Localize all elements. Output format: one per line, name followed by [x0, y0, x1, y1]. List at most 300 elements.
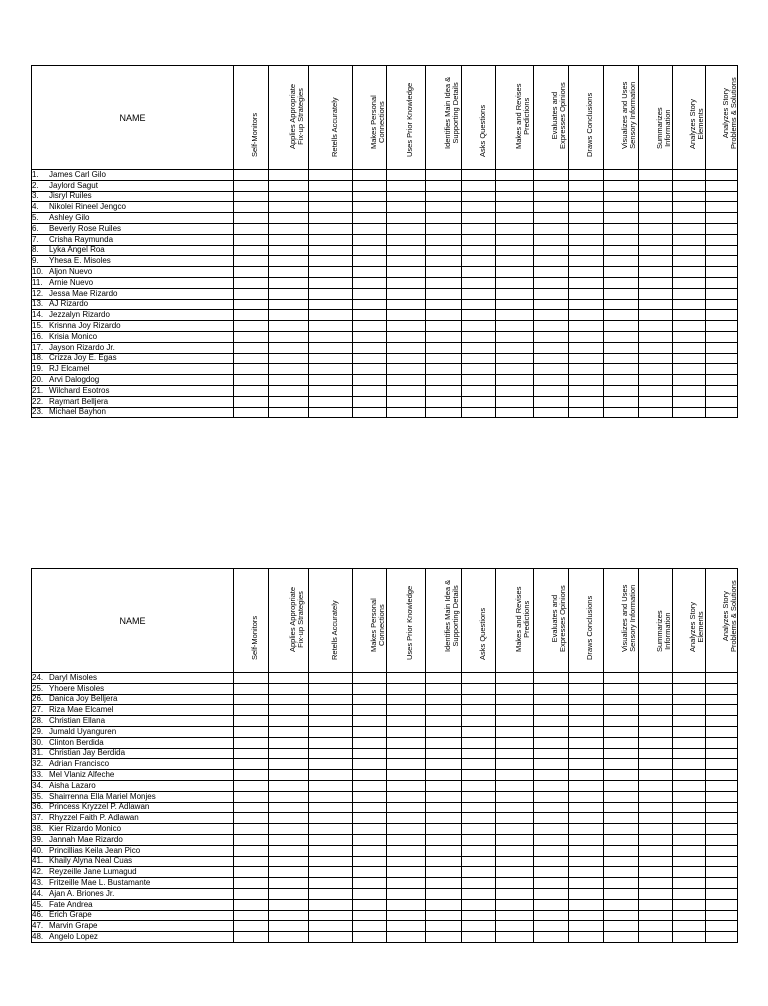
skill-check-cell[interactable]: [426, 310, 462, 321]
skill-check-cell[interactable]: [706, 364, 738, 375]
skill-check-cell[interactable]: [269, 202, 309, 213]
skill-check-cell[interactable]: [496, 921, 534, 932]
skill-check-cell[interactable]: [462, 342, 496, 353]
skill-check-cell[interactable]: [569, 277, 604, 288]
skill-check-cell[interactable]: [706, 331, 738, 342]
skill-check-cell[interactable]: [639, 921, 673, 932]
skill-check-cell[interactable]: [234, 256, 269, 267]
skill-check-cell[interactable]: [604, 813, 639, 824]
skill-check-cell[interactable]: [309, 910, 353, 921]
skill-check-cell[interactable]: [387, 407, 426, 418]
skill-check-cell[interactable]: [706, 375, 738, 386]
skill-check-cell[interactable]: [309, 310, 353, 321]
skill-check-cell[interactable]: [269, 813, 309, 824]
skill-check-cell[interactable]: [353, 202, 387, 213]
skill-check-cell[interactable]: [387, 288, 426, 299]
skill-check-cell[interactable]: [673, 353, 706, 364]
skill-check-cell[interactable]: [462, 277, 496, 288]
skill-check-cell[interactable]: [462, 256, 496, 267]
skill-check-cell[interactable]: [496, 824, 534, 835]
skill-check-cell[interactable]: [234, 845, 269, 856]
skill-check-cell[interactable]: [353, 716, 387, 727]
skill-check-cell[interactable]: [234, 856, 269, 867]
skill-check-cell[interactable]: [462, 834, 496, 845]
skill-check-cell[interactable]: [496, 737, 534, 748]
skill-check-cell[interactable]: [462, 856, 496, 867]
skill-check-cell[interactable]: [426, 331, 462, 342]
skill-check-cell[interactable]: [309, 364, 353, 375]
skill-check-cell[interactable]: [673, 321, 706, 332]
skill-check-cell[interactable]: [673, 299, 706, 310]
skill-check-cell[interactable]: [426, 878, 462, 889]
skill-check-cell[interactable]: [426, 845, 462, 856]
skill-check-cell[interactable]: [353, 673, 387, 684]
skill-check-cell[interactable]: [673, 267, 706, 278]
skill-check-cell[interactable]: [426, 737, 462, 748]
skill-check-cell[interactable]: [353, 834, 387, 845]
skill-check-cell[interactable]: [534, 277, 569, 288]
skill-check-cell[interactable]: [496, 867, 534, 878]
skill-check-cell[interactable]: [496, 683, 534, 694]
skill-check-cell[interactable]: [706, 256, 738, 267]
skill-check-cell[interactable]: [496, 716, 534, 727]
skill-check-cell[interactable]: [269, 770, 309, 781]
skill-check-cell[interactable]: [353, 705, 387, 716]
skill-check-cell[interactable]: [353, 910, 387, 921]
skill-check-cell[interactable]: [534, 267, 569, 278]
skill-check-cell[interactable]: [353, 824, 387, 835]
skill-check-cell[interactable]: [269, 716, 309, 727]
skill-check-cell[interactable]: [426, 288, 462, 299]
skill-check-cell[interactable]: [569, 385, 604, 396]
skill-check-cell[interactable]: [234, 342, 269, 353]
skill-check-cell[interactable]: [534, 288, 569, 299]
skill-check-cell[interactable]: [387, 170, 426, 181]
skill-check-cell[interactable]: [309, 856, 353, 867]
skill-check-cell[interactable]: [569, 759, 604, 770]
skill-check-cell[interactable]: [604, 726, 639, 737]
skill-check-cell[interactable]: [604, 407, 639, 418]
skill-check-cell[interactable]: [426, 267, 462, 278]
skill-check-cell[interactable]: [496, 331, 534, 342]
skill-check-cell[interactable]: [269, 385, 309, 396]
skill-check-cell[interactable]: [387, 737, 426, 748]
skill-check-cell[interactable]: [673, 899, 706, 910]
skill-check-cell[interactable]: [534, 834, 569, 845]
skill-check-cell[interactable]: [673, 824, 706, 835]
skill-check-cell[interactable]: [269, 277, 309, 288]
skill-check-cell[interactable]: [569, 824, 604, 835]
skill-check-cell[interactable]: [534, 321, 569, 332]
skill-check-cell[interactable]: [309, 726, 353, 737]
skill-check-cell[interactable]: [462, 878, 496, 889]
skill-check-cell[interactable]: [604, 267, 639, 278]
skill-check-cell[interactable]: [496, 856, 534, 867]
skill-check-cell[interactable]: [269, 364, 309, 375]
skill-check-cell[interactable]: [269, 737, 309, 748]
skill-check-cell[interactable]: [673, 396, 706, 407]
skill-check-cell[interactable]: [673, 748, 706, 759]
skill-check-cell[interactable]: [462, 364, 496, 375]
skill-check-cell[interactable]: [673, 683, 706, 694]
skill-check-cell[interactable]: [639, 191, 673, 202]
skill-check-cell[interactable]: [387, 267, 426, 278]
skill-check-cell[interactable]: [426, 673, 462, 684]
skill-check-cell[interactable]: [387, 683, 426, 694]
skill-check-cell[interactable]: [569, 791, 604, 802]
skill-check-cell[interactable]: [569, 921, 604, 932]
skill-check-cell[interactable]: [569, 202, 604, 213]
skill-check-cell[interactable]: [569, 234, 604, 245]
skill-check-cell[interactable]: [534, 726, 569, 737]
skill-check-cell[interactable]: [639, 683, 673, 694]
skill-check-cell[interactable]: [234, 802, 269, 813]
skill-check-cell[interactable]: [569, 223, 604, 234]
skill-check-cell[interactable]: [309, 375, 353, 386]
skill-check-cell[interactable]: [387, 694, 426, 705]
skill-check-cell[interactable]: [269, 899, 309, 910]
skill-check-cell[interactable]: [604, 202, 639, 213]
skill-check-cell[interactable]: [569, 910, 604, 921]
skill-check-cell[interactable]: [309, 234, 353, 245]
skill-check-cell[interactable]: [387, 780, 426, 791]
skill-check-cell[interactable]: [569, 673, 604, 684]
skill-check-cell[interactable]: [462, 694, 496, 705]
skill-check-cell[interactable]: [604, 867, 639, 878]
skill-check-cell[interactable]: [234, 673, 269, 684]
skill-check-cell[interactable]: [462, 813, 496, 824]
skill-check-cell[interactable]: [534, 748, 569, 759]
skill-check-cell[interactable]: [673, 342, 706, 353]
skill-check-cell[interactable]: [353, 234, 387, 245]
skill-check-cell[interactable]: [234, 288, 269, 299]
skill-check-cell[interactable]: [269, 694, 309, 705]
skill-check-cell[interactable]: [569, 878, 604, 889]
skill-check-cell[interactable]: [639, 694, 673, 705]
skill-check-cell[interactable]: [353, 932, 387, 943]
skill-check-cell[interactable]: [673, 375, 706, 386]
skill-check-cell[interactable]: [234, 705, 269, 716]
skill-check-cell[interactable]: [426, 683, 462, 694]
skill-check-cell[interactable]: [269, 234, 309, 245]
skill-check-cell[interactable]: [496, 726, 534, 737]
skill-check-cell[interactable]: [426, 234, 462, 245]
skill-check-cell[interactable]: [234, 770, 269, 781]
skill-check-cell[interactable]: [353, 256, 387, 267]
skill-check-cell[interactable]: [534, 385, 569, 396]
skill-check-cell[interactable]: [569, 321, 604, 332]
skill-check-cell[interactable]: [462, 802, 496, 813]
skill-check-cell[interactable]: [309, 673, 353, 684]
skill-check-cell[interactable]: [353, 407, 387, 418]
skill-check-cell[interactable]: [639, 834, 673, 845]
skill-check-cell[interactable]: [387, 223, 426, 234]
skill-check-cell[interactable]: [426, 824, 462, 835]
skill-check-cell[interactable]: [496, 202, 534, 213]
skill-check-cell[interactable]: [309, 737, 353, 748]
skill-check-cell[interactable]: [534, 845, 569, 856]
skill-check-cell[interactable]: [673, 834, 706, 845]
skill-check-cell[interactable]: [534, 331, 569, 342]
skill-check-cell[interactable]: [387, 932, 426, 943]
skill-check-cell[interactable]: [534, 813, 569, 824]
skill-check-cell[interactable]: [604, 748, 639, 759]
skill-check-cell[interactable]: [353, 726, 387, 737]
skill-check-cell[interactable]: [673, 759, 706, 770]
skill-check-cell[interactable]: [462, 921, 496, 932]
skill-check-cell[interactable]: [353, 802, 387, 813]
skill-check-cell[interactable]: [269, 256, 309, 267]
skill-check-cell[interactable]: [706, 683, 738, 694]
skill-check-cell[interactable]: [706, 824, 738, 835]
skill-check-cell[interactable]: [353, 867, 387, 878]
skill-check-cell[interactable]: [639, 932, 673, 943]
skill-check-cell[interactable]: [673, 867, 706, 878]
skill-check-cell[interactable]: [569, 310, 604, 321]
skill-check-cell[interactable]: [534, 234, 569, 245]
skill-check-cell[interactable]: [604, 716, 639, 727]
skill-check-cell[interactable]: [387, 277, 426, 288]
skill-check-cell[interactable]: [426, 299, 462, 310]
skill-check-cell[interactable]: [569, 932, 604, 943]
skill-check-cell[interactable]: [639, 737, 673, 748]
skill-check-cell[interactable]: [269, 824, 309, 835]
skill-check-cell[interactable]: [269, 299, 309, 310]
skill-check-cell[interactable]: [269, 791, 309, 802]
skill-check-cell[interactable]: [309, 245, 353, 256]
skill-check-cell[interactable]: [569, 170, 604, 181]
skill-check-cell[interactable]: [496, 802, 534, 813]
skill-check-cell[interactable]: [387, 342, 426, 353]
skill-check-cell[interactable]: [269, 191, 309, 202]
skill-check-cell[interactable]: [496, 245, 534, 256]
skill-check-cell[interactable]: [462, 331, 496, 342]
skill-check-cell[interactable]: [426, 375, 462, 386]
skill-check-cell[interactable]: [309, 780, 353, 791]
skill-check-cell[interactable]: [426, 716, 462, 727]
skill-check-cell[interactable]: [534, 213, 569, 224]
skill-check-cell[interactable]: [234, 385, 269, 396]
skill-check-cell[interactable]: [426, 364, 462, 375]
skill-check-cell[interactable]: [706, 385, 738, 396]
skill-check-cell[interactable]: [604, 277, 639, 288]
skill-check-cell[interactable]: [534, 364, 569, 375]
skill-check-cell[interactable]: [387, 770, 426, 781]
skill-check-cell[interactable]: [234, 396, 269, 407]
skill-check-cell[interactable]: [462, 180, 496, 191]
skill-check-cell[interactable]: [387, 921, 426, 932]
skill-check-cell[interactable]: [309, 716, 353, 727]
skill-check-cell[interactable]: [353, 277, 387, 288]
skill-check-cell[interactable]: [569, 770, 604, 781]
skill-check-cell[interactable]: [234, 726, 269, 737]
skill-check-cell[interactable]: [604, 791, 639, 802]
skill-check-cell[interactable]: [604, 845, 639, 856]
skill-check-cell[interactable]: [462, 726, 496, 737]
skill-check-cell[interactable]: [269, 759, 309, 770]
skill-check-cell[interactable]: [234, 888, 269, 899]
skill-check-cell[interactable]: [534, 673, 569, 684]
skill-check-cell[interactable]: [604, 213, 639, 224]
skill-check-cell[interactable]: [569, 888, 604, 899]
skill-check-cell[interactable]: [353, 170, 387, 181]
skill-check-cell[interactable]: [462, 321, 496, 332]
skill-check-cell[interactable]: [387, 878, 426, 889]
skill-check-cell[interactable]: [496, 234, 534, 245]
skill-check-cell[interactable]: [309, 277, 353, 288]
skill-check-cell[interactable]: [639, 256, 673, 267]
skill-check-cell[interactable]: [462, 780, 496, 791]
skill-check-cell[interactable]: [426, 813, 462, 824]
skill-check-cell[interactable]: [673, 888, 706, 899]
skill-check-cell[interactable]: [462, 234, 496, 245]
skill-check-cell[interactable]: [639, 716, 673, 727]
skill-check-cell[interactable]: [309, 888, 353, 899]
skill-check-cell[interactable]: [604, 223, 639, 234]
skill-check-cell[interactable]: [706, 705, 738, 716]
skill-check-cell[interactable]: [353, 899, 387, 910]
skill-check-cell[interactable]: [269, 780, 309, 791]
skill-check-cell[interactable]: [387, 834, 426, 845]
skill-check-cell[interactable]: [353, 321, 387, 332]
skill-check-cell[interactable]: [673, 202, 706, 213]
skill-check-cell[interactable]: [604, 191, 639, 202]
skill-check-cell[interactable]: [496, 899, 534, 910]
skill-check-cell[interactable]: [673, 780, 706, 791]
skill-check-cell[interactable]: [706, 878, 738, 889]
skill-check-cell[interactable]: [639, 288, 673, 299]
skill-check-cell[interactable]: [534, 396, 569, 407]
skill-check-cell[interactable]: [309, 770, 353, 781]
skill-check-cell[interactable]: [604, 375, 639, 386]
skill-check-cell[interactable]: [496, 770, 534, 781]
skill-check-cell[interactable]: [604, 888, 639, 899]
skill-check-cell[interactable]: [534, 245, 569, 256]
skill-check-cell[interactable]: [462, 310, 496, 321]
skill-check-cell[interactable]: [496, 321, 534, 332]
skill-check-cell[interactable]: [706, 899, 738, 910]
skill-check-cell[interactable]: [309, 932, 353, 943]
skill-check-cell[interactable]: [569, 364, 604, 375]
skill-check-cell[interactable]: [462, 213, 496, 224]
skill-check-cell[interactable]: [604, 694, 639, 705]
skill-check-cell[interactable]: [353, 342, 387, 353]
skill-check-cell[interactable]: [353, 375, 387, 386]
skill-check-cell[interactable]: [353, 180, 387, 191]
skill-check-cell[interactable]: [673, 256, 706, 267]
skill-check-cell[interactable]: [534, 878, 569, 889]
skill-check-cell[interactable]: [426, 256, 462, 267]
skill-check-cell[interactable]: [534, 899, 569, 910]
skill-check-cell[interactable]: [534, 802, 569, 813]
skill-check-cell[interactable]: [604, 245, 639, 256]
skill-check-cell[interactable]: [462, 191, 496, 202]
skill-check-cell[interactable]: [462, 791, 496, 802]
skill-check-cell[interactable]: [234, 299, 269, 310]
skill-check-cell[interactable]: [604, 353, 639, 364]
skill-check-cell[interactable]: [639, 845, 673, 856]
skill-check-cell[interactable]: [426, 726, 462, 737]
skill-check-cell[interactable]: [534, 375, 569, 386]
skill-check-cell[interactable]: [673, 191, 706, 202]
skill-check-cell[interactable]: [673, 310, 706, 321]
skill-check-cell[interactable]: [269, 288, 309, 299]
skill-check-cell[interactable]: [496, 213, 534, 224]
skill-check-cell[interactable]: [426, 770, 462, 781]
skill-check-cell[interactable]: [673, 856, 706, 867]
skill-check-cell[interactable]: [462, 223, 496, 234]
skill-check-cell[interactable]: [269, 845, 309, 856]
skill-check-cell[interactable]: [673, 223, 706, 234]
skill-check-cell[interactable]: [234, 267, 269, 278]
skill-check-cell[interactable]: [234, 407, 269, 418]
skill-check-cell[interactable]: [706, 888, 738, 899]
skill-check-cell[interactable]: [234, 780, 269, 791]
skill-check-cell[interactable]: [387, 716, 426, 727]
skill-check-cell[interactable]: [673, 813, 706, 824]
skill-check-cell[interactable]: [234, 277, 269, 288]
skill-check-cell[interactable]: [604, 737, 639, 748]
skill-check-cell[interactable]: [426, 748, 462, 759]
skill-check-cell[interactable]: [706, 234, 738, 245]
skill-check-cell[interactable]: [534, 191, 569, 202]
skill-check-cell[interactable]: [534, 180, 569, 191]
skill-check-cell[interactable]: [639, 673, 673, 684]
skill-check-cell[interactable]: [269, 856, 309, 867]
skill-check-cell[interactable]: [387, 813, 426, 824]
skill-check-cell[interactable]: [234, 234, 269, 245]
skill-check-cell[interactable]: [309, 191, 353, 202]
skill-check-cell[interactable]: [604, 364, 639, 375]
skill-check-cell[interactable]: [706, 932, 738, 943]
skill-check-cell[interactable]: [309, 845, 353, 856]
skill-check-cell[interactable]: [309, 213, 353, 224]
skill-check-cell[interactable]: [353, 845, 387, 856]
skill-check-cell[interactable]: [706, 288, 738, 299]
skill-check-cell[interactable]: [462, 375, 496, 386]
skill-check-cell[interactable]: [569, 256, 604, 267]
skill-check-cell[interactable]: [639, 888, 673, 899]
skill-check-cell[interactable]: [269, 748, 309, 759]
skill-check-cell[interactable]: [569, 375, 604, 386]
skill-check-cell[interactable]: [534, 759, 569, 770]
skill-check-cell[interactable]: [534, 683, 569, 694]
skill-check-cell[interactable]: [673, 694, 706, 705]
skill-check-cell[interactable]: [569, 245, 604, 256]
skill-check-cell[interactable]: [387, 867, 426, 878]
skill-check-cell[interactable]: [496, 277, 534, 288]
skill-check-cell[interactable]: [234, 202, 269, 213]
skill-check-cell[interactable]: [534, 170, 569, 181]
skill-check-cell[interactable]: [639, 170, 673, 181]
skill-check-cell[interactable]: [604, 234, 639, 245]
skill-check-cell[interactable]: [234, 191, 269, 202]
skill-check-cell[interactable]: [639, 245, 673, 256]
skill-check-cell[interactable]: [639, 277, 673, 288]
skill-check-cell[interactable]: [639, 180, 673, 191]
skill-check-cell[interactable]: [234, 834, 269, 845]
skill-check-cell[interactable]: [426, 888, 462, 899]
skill-check-cell[interactable]: [534, 932, 569, 943]
skill-check-cell[interactable]: [462, 845, 496, 856]
skill-check-cell[interactable]: [569, 867, 604, 878]
skill-check-cell[interactable]: [269, 705, 309, 716]
skill-check-cell[interactable]: [569, 748, 604, 759]
skill-check-cell[interactable]: [462, 824, 496, 835]
skill-check-cell[interactable]: [639, 878, 673, 889]
skill-check-cell[interactable]: [673, 673, 706, 684]
skill-check-cell[interactable]: [462, 299, 496, 310]
